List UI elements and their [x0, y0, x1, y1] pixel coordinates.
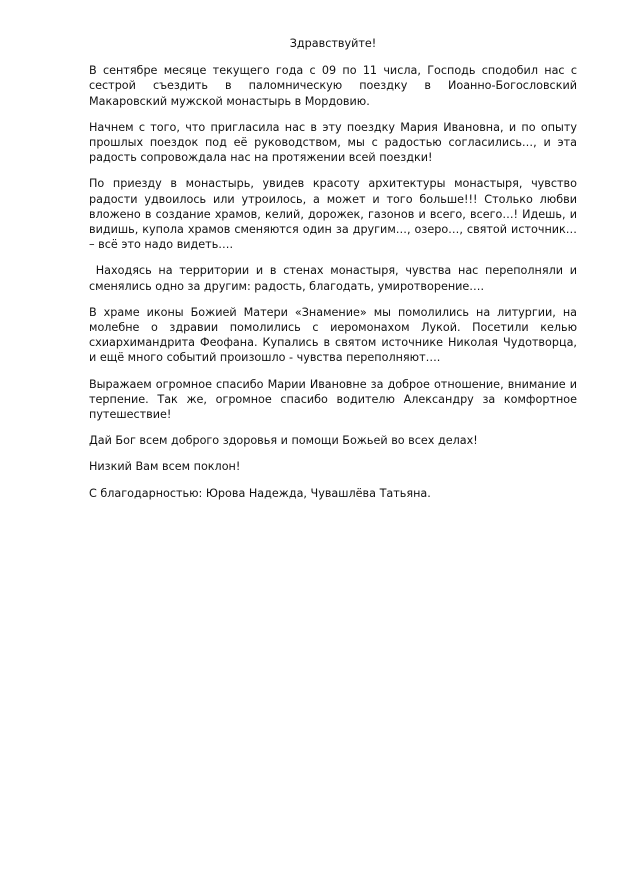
letter-signature: С благодарностью: Юрова Надежда, Чувашлёва Татьяна.: [89, 486, 431, 500]
paragraph-trip-intro: В сентябре месяце текущего года с 09 по 11 числа, Господь сподобил нас с сестрой съездить в паломническую поездку в Иоанно-Богословский Макаровский мужской монастырь в Мордовию.: [89, 64, 581, 108]
paragraph-liturgy: В храме иконы Божией Матери «Знамение» мы помолились на литургии, на молебне о здравии помолились с иеромонахом Лукой. Посетили келью схиархимандрита Феофана. Купались в святом источнике Николая Чудотворца, и ещё много событий произошло - чувства переполняют….: [89, 305, 581, 365]
paragraph-feelings: Находясь на территории и в стенах монастыря, чувства нас переполняли и сменялись одно за другим: радость, благодать, умиротворение….: [89, 264, 581, 293]
paragraph-thanks: Выражаем огромное спасибо Марии Ивановне за доброе отношение, внимание и терпение. Так же, огромное спасибо водителю Александру за комфортное путешествие!: [89, 377, 581, 422]
paragraph-blessing: Дай Бог всем доброго здоровья и помощи Божьей во всех делах!: [89, 434, 478, 448]
letter-body: [89, 36, 581, 512]
paragraph-arrival: По приезду в монастырь, увидев красоту архитектуры монастыря, чувство радости удвоилось или утроилось, а может и того больше!!! Столько любви вложено в создание храмов, келий, дорожек, газонов и всего, всего…! Идешь, и видишь, купола храмов сменяются один за другим…, озеро…, святой источник… – всё это надо видеть….: [89, 177, 581, 252]
paragraph-bow: Низкий Вам всем поклон!: [89, 460, 241, 474]
paragraph-invitation: Начнем с того, что пригласила нас в эту поездку Мария Ивановна, и по опыту прошлых поездок под её руководством, мы с радостью согласились…, и эта радость сопровождала нас на протяжении всей поездки!: [89, 120, 581, 165]
letter-greeting: Здравствуйте!: [289, 37, 377, 50]
